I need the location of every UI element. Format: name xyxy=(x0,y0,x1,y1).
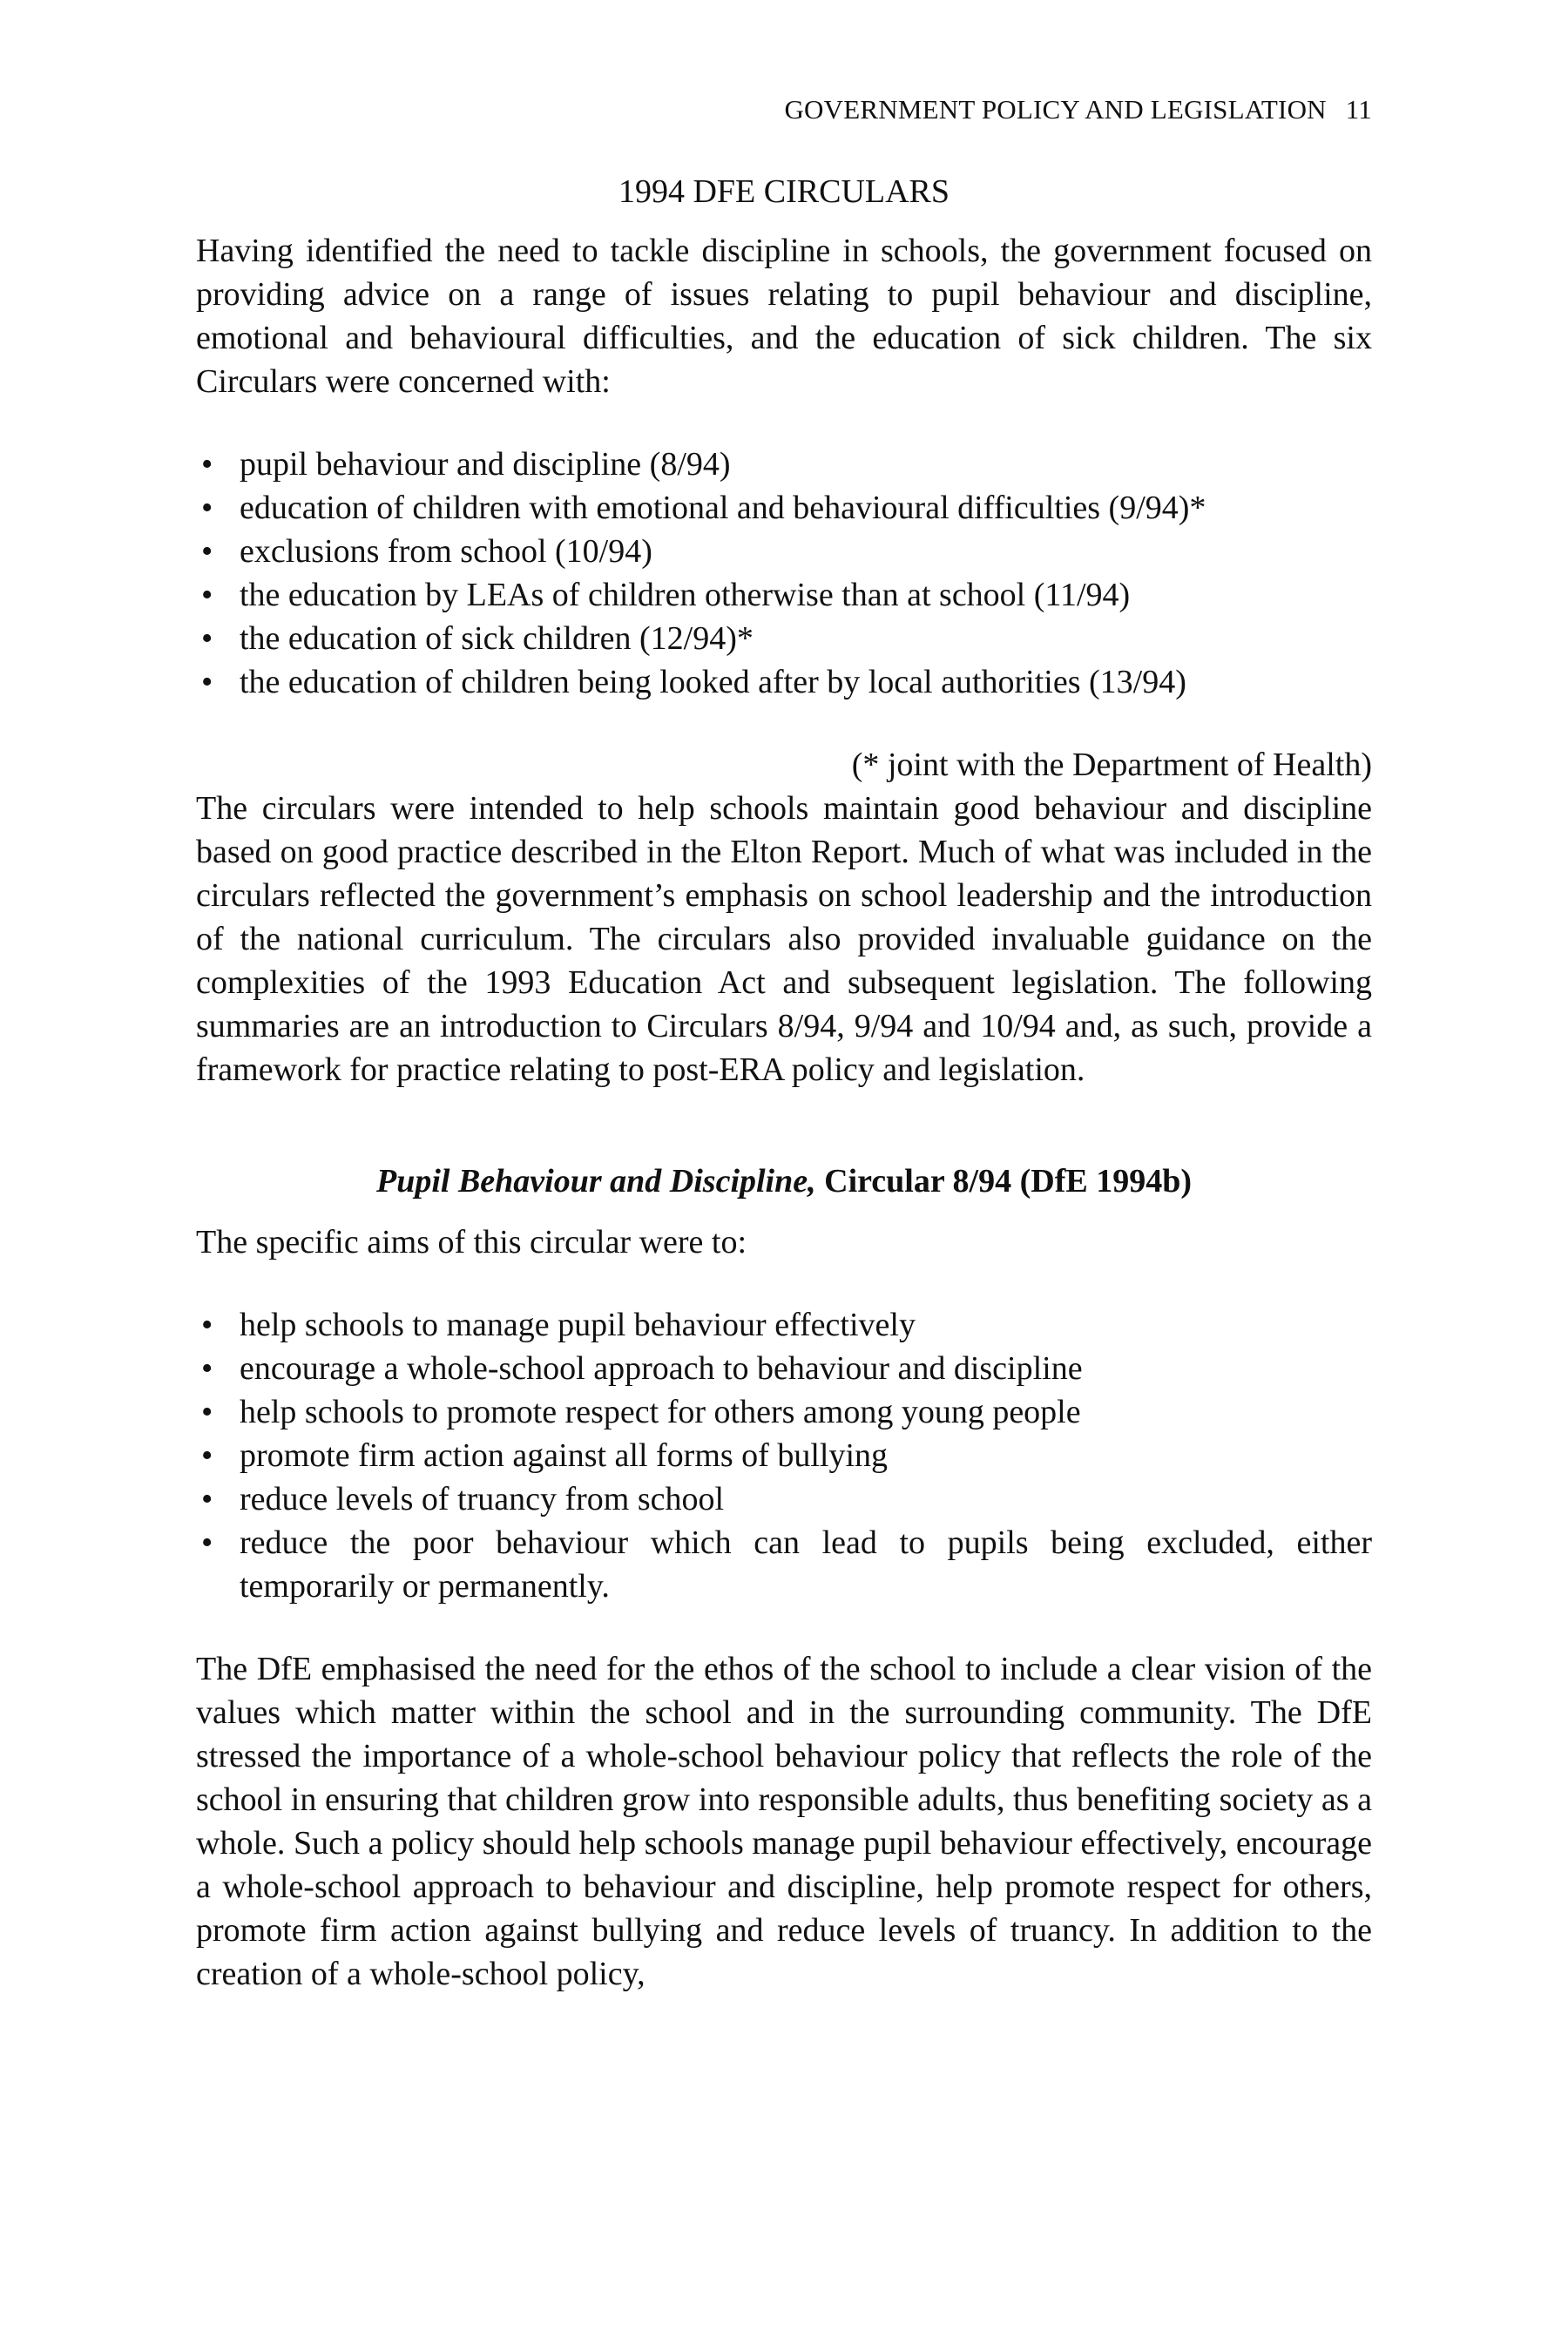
circulars-paragraph: The circulars were intended to help schools maintain good behaviour and discipline based on good practice described in the Elton Report. Much of what was included in the circulars reflected the government’s emphasis on school leadership and the introduction of the national curriculum. The circulars also provided invaluable guidance on the complexities of the 1993 Education Act and subsequent legislation. The following summaries are an introduction to Circulars 8/94, 9/94 and 10/94 and, as such, provide a framework for practice relating to post-ERA policy and legislation. xyxy=(196,790,1372,1088)
intro-paragraph: Having identified the need to tackle discipline in schools, the government focused on providing advice on a range of issues relating to pupil behaviour and discipline, emotional and behavioural difficulties, and the education of sick children. The six Circulars were concerned with: xyxy=(196,233,1372,400)
running-header xyxy=(196,94,1372,125)
list-item: • reduce the poor behaviour which can lead to pupils being excluded, either temporarily or permanently. xyxy=(196,1521,1372,1608)
aims-intro: The specific aims of this circular were to: xyxy=(196,1224,747,1260)
page-body xyxy=(196,170,1372,1996)
list-item: • the education of children being looked after by local authorities (13/94) xyxy=(196,660,1372,704)
running-title: GOVERNMENT POLICY AND LEGISLATION xyxy=(784,94,1327,125)
subsection-title-italic: Pupil Behaviour and Discipline, xyxy=(376,1163,816,1200)
list-item: • pupil behaviour and discipline (8/94) xyxy=(196,443,1372,486)
list-item: • help schools to promote respect for others among young people xyxy=(196,1390,1372,1434)
section-title: 1994 DFE CIRCULARS xyxy=(618,173,950,210)
footnote-joint-health: (* joint with the Department of Health) xyxy=(851,747,1372,783)
list-item: • encourage a whole-school approach to behaviour and discipline xyxy=(196,1347,1372,1390)
ethos-paragraph: The DfE emphasised the need for the ethos of the school to include a clear vision of the values which matter within the school and in the surrounding community. The DfE stressed the importance of a whole-school behaviour policy that reflects the role of the school in ensuring that children grow into responsible adults, thus benefiting society as a whole. Such a policy should help schools manage pupil behaviour effectively, encourage a whole-school approach to behaviour and discipline, help promote respect for others, promote firm action against bullying and reduce levels of truancy. In addition to the creation of a whole-school policy, xyxy=(196,1651,1372,1992)
subsection-title-rest: Circular 8/94 (DfE 1994b) xyxy=(824,1163,1192,1200)
aims-list xyxy=(196,1303,1372,1608)
list-item: • the education by LEAs of children otherwise than at school (11/94) xyxy=(196,573,1372,617)
list-item: • reduce levels of truancy from school xyxy=(196,1477,1372,1521)
subsection-title xyxy=(196,1159,1372,1203)
list-item: • exclusions from school (10/94) xyxy=(196,530,1372,573)
list-item: • the education of sick children (12/94)* xyxy=(196,617,1372,660)
circulars-list xyxy=(196,443,1372,704)
list-item: • education of children with emotional and behavioural difficulties (9/94)* xyxy=(196,486,1372,530)
page-number: 11 xyxy=(1345,94,1372,125)
list-item: • promote firm action against all forms of bullying xyxy=(196,1434,1372,1477)
list-item: • help schools to manage pupil behaviour effectively xyxy=(196,1303,1372,1347)
